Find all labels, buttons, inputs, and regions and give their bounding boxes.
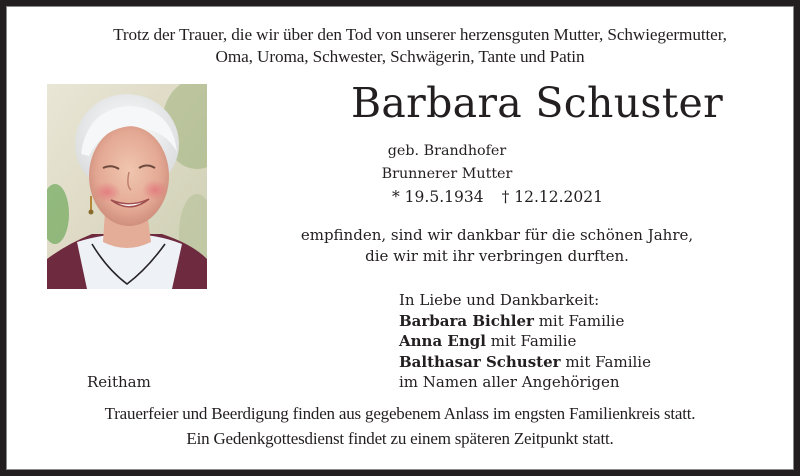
place-name: Reitham — [87, 373, 151, 391]
footer-line-2: Ein Gedenkgottesdienst findet zu einem späteren Zeitpunkt statt. — [186, 429, 614, 448]
mourner-name: Balthasar Schuster — [399, 352, 561, 371]
notice-border — [6, 6, 794, 470]
mourners-heading: In Liebe und Dankbarkeit: — [399, 291, 600, 309]
maiden-name: geb. Brandhofer — [387, 143, 507, 159]
mourners-list — [399, 290, 651, 393]
portrait-photo — [47, 84, 207, 289]
intro-line-2: Oma, Uroma, Schwester, Schwägerin, Tante und Patin — [215, 47, 585, 66]
mourner-entry — [399, 352, 651, 373]
intro-line-1: Trotz der Trauer, die wir über den Tod von unserer herzensguten Mutter, Schwiegermutter, — [113, 25, 727, 44]
footer-line-1: Trauerfeier und Beerdigung finden aus gegebenem Anlass im engsten Familienkreis statt. — [104, 404, 696, 423]
thanks-line-2: die wir mit ihr verbringen durften. — [365, 247, 629, 265]
epithet: Brunnerer Mutter — [381, 166, 513, 182]
mourner-suffix: mit Familie — [485, 332, 577, 350]
obituary-notice — [7, 7, 793, 469]
mourners-closing: im Namen aller Angehörigen — [399, 373, 620, 391]
deceased-name: Barbara Schuster — [351, 79, 723, 127]
life-dates — [392, 187, 603, 207]
mourner-entry — [399, 311, 651, 332]
mourner-name: Barbara Bichler — [399, 311, 534, 330]
mourner-suffix: mit Familie — [560, 352, 651, 371]
death-date: † 12.12.2021 — [501, 188, 603, 206]
mourner-entry — [399, 331, 651, 352]
thanks-line-1: empfinden, sind wir dankbar für die schönen Jahre, — [300, 226, 694, 244]
mourner-name: Anna Engl — [399, 332, 486, 350]
mourner-suffix: mit Familie — [533, 311, 625, 330]
birth-date: * 19.5.1934 — [392, 188, 484, 206]
